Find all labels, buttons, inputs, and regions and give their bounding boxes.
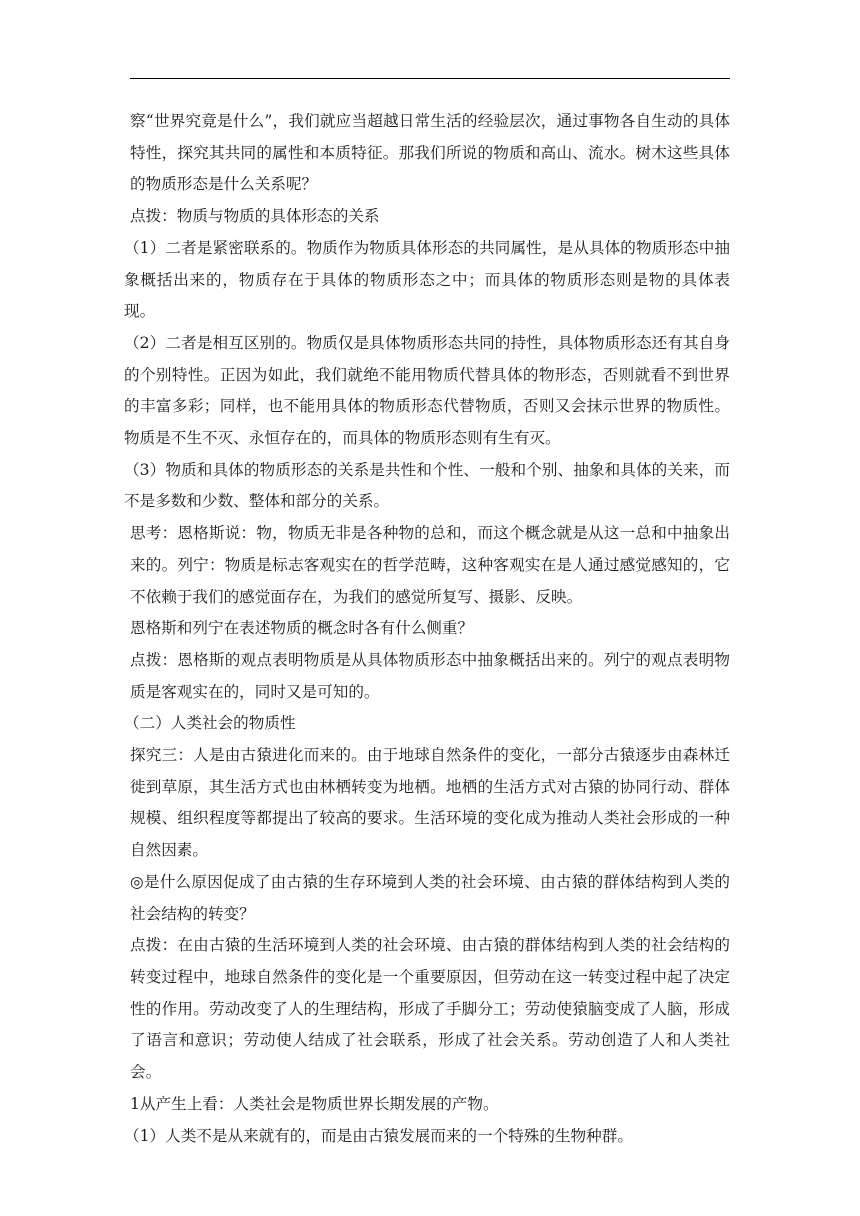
paragraph-point-2: （2）二者是相互区别的。物质仅是具体物质形态共同的持性，具体物质形态还有其自身的个别特性。正因为如此，我们就绝不能用物质代替具体的物形态，否则就看不到世界的丰富多彩；同样，也不能用具体的物质形态代替物质，否则又会抹示世界的物质性。物质是不生不灭、永恒存在的，而具体的物质形态则有生有灭。 <box>124 333 730 448</box>
paragraph-explore-three: 探究三：人是由古猿进化而来的。由于地球自然条件的变化，一部分古猿逐步由森林迁徙到草原，其生活方式也由林栖转变为地栖。地栖的生活方式对古猿的协同行动、群体规模、组织程度等都提出了较高的要求。生活环境的变化成为推动人类社会形成的一种自然因素。 <box>130 746 730 860</box>
paragraph-question-cause: ◎是什么原因促成了由古猿的生存环境到人类的社会环境、由古猿的群体结构到人类的社会结构的转变？ <box>130 872 730 923</box>
document-body <box>124 106 730 1152</box>
paragraph-world-essence: 察“世界究竟是什么”，我们就应当超越日常生活的经验层次，通过事物各自生动的具体特性，探究其共同的属性和本质特征。那我们所说的物质和高山、流水。树木这些具体的物质形态是什么关系呢？ <box>130 112 730 194</box>
paragraph-question-emphasis: 恩格斯和列宁在表述物质的概念时各有什么侧重？ <box>130 619 474 638</box>
paragraph-origin-view: 1从产生上看：人类社会是物质世界长期发展的产物。 <box>130 1094 499 1113</box>
paragraph-point-3: （3）物质和具体的物质形态的关系是共性和个性、一般和个别、抽象和具体的关来，而不是多数和少数、整体和部分的关系。 <box>124 460 730 511</box>
section-heading-human-society: （二）人类社会的物质性 <box>124 714 296 733</box>
paragraph-hint-labor: 点拨：在由古猿的生活环境到人类的社会环境、由古猿的群体结构到人类的社会结构的转变过程中，地球自然条件的变化是一个重要原因，但劳动在这一转变过程中起了决定性的作用。劳动改变了人的生理结构，形成了手脚分工；劳动使猿脑变成了人脑，形成了语言和意识；劳动使人结成了社会联系，形成了社会关系。劳动创造了人和人类社会。 <box>130 936 730 1082</box>
paragraph-point-1: （1）二者是紧密联系的。物质作为物质具体形态的共同属性，是从具体的物质形态中抽象概括出来的，物质存在于具体的物质形态之中；而具体的物质形态则是物的具体表现。 <box>124 238 730 321</box>
paragraph-hint-matter-forms: 点拨：物质与物质的具体形态的关系 <box>130 207 380 226</box>
paragraph-hint-engels-lenin: 点拨：恩格斯的观点表明物质是从具体物质形态中抽象概括出来的。列宁的观点表明物质是客观实在的，同时又是可知的。 <box>130 650 730 701</box>
paragraph-think-engels-lenin: 思考：恩格斯说：物，物质无非是各种物的总和，而这个概念就是从这一总和中抽象出来的。列宁：物质是标志客观实在的哲学范畴，这种客观实在是人通过感觉感知的，它不依赖于我们的感觉面存在，为我们的感觉所复写、摄影、反映。 <box>130 524 730 606</box>
paragraph-origin-point-1: （1）人类不是从来就有的，而是由古猿发展而来的一个特殊的生物种群。 <box>124 1126 633 1145</box>
header-rule <box>130 78 730 79</box>
